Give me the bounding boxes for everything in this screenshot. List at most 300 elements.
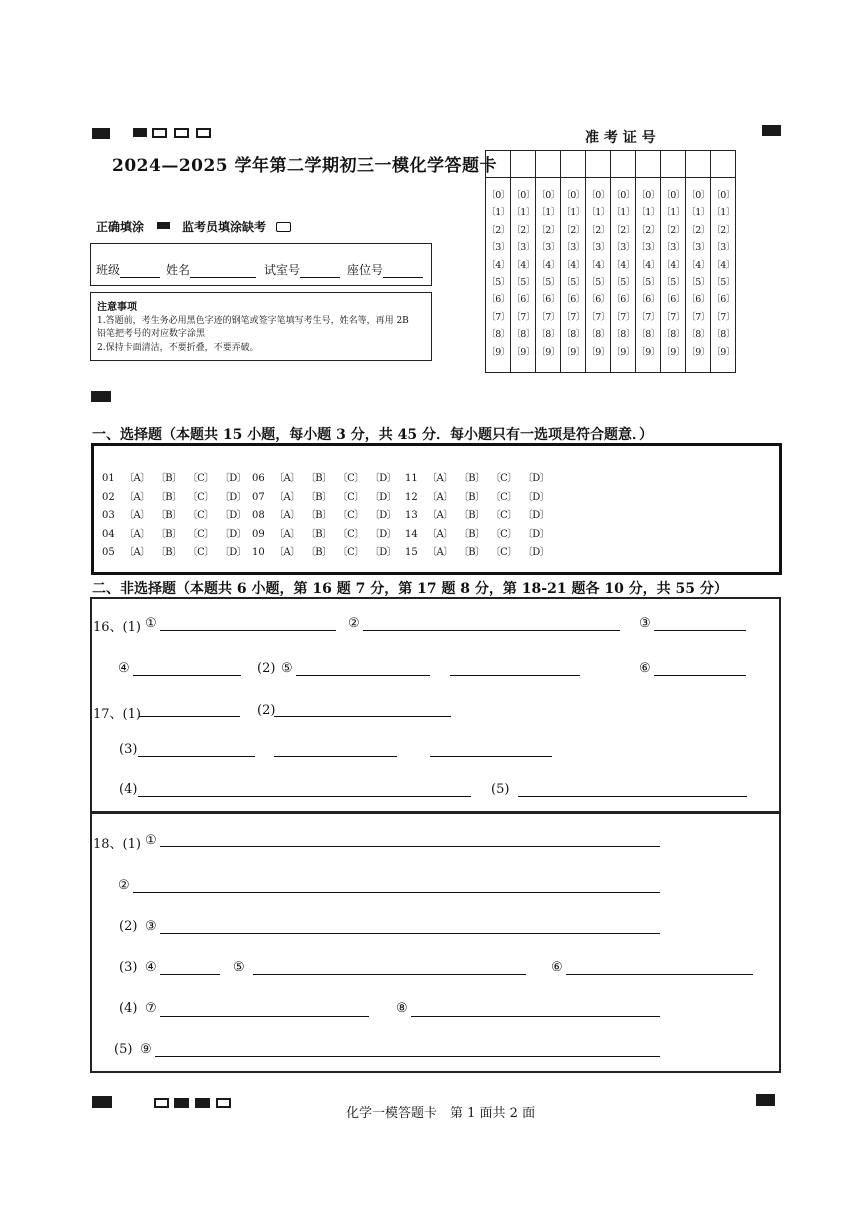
question-number: 14 — [405, 528, 418, 540]
q17-answer-3b[interactable] — [274, 756, 397, 757]
choice-question-row — [405, 525, 555, 540]
choice-option-bubble[interactable]: 〔D〕 — [522, 528, 550, 540]
q18-circle-7: ⑦ — [145, 1001, 157, 1016]
page-code-mark — [196, 128, 211, 138]
exam-digit-bubble[interactable]: 〔6〕 — [486, 294, 510, 306]
exam-digit-bubble[interactable]: 〔2〕 — [536, 224, 560, 236]
exam-digit-bubble[interactable]: 〔6〕 — [661, 294, 685, 306]
exam-number-digit-column — [636, 178, 661, 373]
exam-number-write-cell[interactable] — [686, 151, 711, 178]
exam-digit-bubble[interactable]: 〔1〕 — [586, 207, 610, 219]
exam-digit-bubble[interactable]: 〔6〕 — [636, 294, 660, 306]
exam-number-digit-column — [586, 178, 611, 373]
choice-option-bubble[interactable]: 〔A〕 — [274, 491, 300, 503]
exam-digit-bubble[interactable]: 〔8〕 — [636, 329, 660, 341]
exam-number-digit-column — [686, 178, 711, 373]
q18-part-4: (4) — [119, 1001, 138, 1016]
q17-answer-2[interactable] — [274, 716, 451, 717]
q17-answer-4[interactable] — [138, 796, 471, 797]
choice-option-bubble[interactable]: 〔D〕 — [369, 473, 397, 484]
choice-option-bubble[interactable]: 〔A〕 — [427, 528, 453, 540]
choice-question-row — [102, 488, 252, 503]
exam-digit-bubble[interactable]: 〔7〕 — [561, 311, 585, 323]
choice-option-bubble[interactable]: 〔D〕 — [522, 547, 550, 558]
q18-part-2: (2) — [119, 919, 138, 934]
exam-number-digit-column — [511, 178, 536, 373]
exam-digit-bubble[interactable]: 〔3〕 — [586, 242, 610, 254]
name-label: 姓名 — [166, 263, 191, 277]
exam-digit-bubble[interactable]: 〔6〕 — [511, 294, 535, 306]
exam-digit-bubble[interactable]: 〔1〕 — [636, 207, 660, 219]
exam-number-write-cell[interactable] — [511, 151, 536, 178]
exam-digit-bubble[interactable]: 〔5〕 — [511, 276, 535, 288]
q18-answer-9[interactable] — [155, 1056, 660, 1057]
exam-digit-bubble[interactable]: 〔5〕 — [536, 276, 560, 288]
exam-digit-bubble[interactable]: 〔3〕 — [611, 242, 635, 254]
exam-digit-bubble[interactable]: 〔5〕 — [486, 276, 510, 288]
choice-question-row — [102, 543, 252, 558]
choice-option-bubble[interactable]: 〔B〕 — [458, 547, 485, 558]
exam-digit-bubble[interactable]: 〔1〕 — [611, 207, 635, 219]
page-code-mark — [174, 128, 189, 138]
choice-option-bubble[interactable]: 〔D〕 — [522, 473, 550, 484]
exam-digit-bubble[interactable]: 〔2〕 — [661, 224, 685, 236]
choice-option-bubble[interactable]: 〔C〕 — [187, 528, 214, 540]
q17-part-5: (5) — [491, 782, 510, 797]
exam-number-write-cell[interactable] — [536, 151, 561, 178]
exam-digit-bubble[interactable]: 〔9〕 — [561, 346, 585, 358]
choice-question-row — [405, 488, 555, 503]
notes-title: 注意事项 — [97, 302, 137, 313]
choice-option-bubble[interactable]: 〔A〕 — [124, 510, 150, 521]
exam-digit-bubble[interactable]: 〔1〕 — [536, 207, 560, 219]
choice-question-row — [405, 543, 555, 558]
choice-question-row — [252, 488, 402, 503]
q18-answer-4[interactable] — [160, 974, 220, 975]
exam-digit-bubble[interactable]: 〔0〕 — [511, 190, 535, 201]
exam-digit-bubble[interactable]: 〔7〕 — [611, 311, 635, 323]
choice-option-bubble[interactable]: 〔C〕 — [490, 528, 517, 540]
exam-digit-bubble[interactable]: 〔3〕 — [486, 242, 510, 254]
class-field — [96, 261, 160, 278]
choice-option-bubble[interactable]: 〔A〕 — [427, 510, 453, 521]
exam-number-digit-column — [711, 178, 736, 373]
choice-option-bubble[interactable]: 〔A〕 — [274, 528, 300, 540]
exam-number-digit-column — [611, 178, 636, 373]
exam-digit-bubble[interactable]: 〔1〕 — [711, 207, 735, 219]
exam-number-write-cell[interactable] — [711, 151, 736, 178]
exam-digit-bubble[interactable]: 〔0〕 — [686, 190, 710, 201]
choice-option-bubble[interactable]: 〔A〕 — [124, 547, 150, 558]
question-number: 13 — [405, 510, 418, 521]
class-label: 班级 — [96, 263, 121, 277]
exam-digit-bubble[interactable]: 〔0〕 — [536, 190, 560, 201]
choice-question-row — [252, 543, 402, 558]
exam-digit-bubble[interactable]: 〔2〕 — [561, 224, 585, 236]
exam-digit-bubble[interactable]: 〔3〕 — [511, 242, 535, 254]
exam-digit-bubble[interactable]: 〔3〕 — [561, 242, 585, 254]
q18-circle-9: ⑨ — [140, 1042, 152, 1057]
exam-digit-bubble[interactable]: 〔4〕 — [661, 259, 685, 271]
choice-option-bubble[interactable]: 〔C〕 — [490, 491, 517, 503]
exam-digit-bubble[interactable]: 〔2〕 — [511, 224, 535, 236]
exam-digit-bubble[interactable]: 〔0〕 — [561, 190, 585, 201]
exam-digit-bubble[interactable]: 〔4〕 — [686, 259, 710, 271]
question-number: 09 — [252, 528, 265, 540]
choice-option-bubble[interactable]: 〔B〕 — [305, 528, 332, 540]
exam-digit-bubble[interactable]: 〔1〕 — [486, 207, 510, 219]
q18-circle-3: ③ — [145, 919, 157, 934]
choice-option-bubble[interactable]: 〔A〕 — [124, 473, 150, 484]
alignment-mark — [756, 1094, 775, 1106]
exam-digit-bubble[interactable]: 〔2〕 — [586, 224, 610, 236]
choice-option-bubble[interactable]: 〔D〕 — [219, 547, 247, 558]
question-number: 11 — [405, 473, 418, 484]
q16-circle-3: ③ — [639, 616, 651, 631]
exam-number-digit-column — [486, 178, 511, 373]
choice-question-row — [102, 469, 252, 484]
choice-option-bubble[interactable]: 〔C〕 — [187, 547, 214, 558]
exam-digit-bubble[interactable]: 〔2〕 — [611, 224, 635, 236]
notes-line-1: 1.答题前，考生务必用黑色字迹的钢笔或签字笔填写考生号，姓名等，再用 2B — [97, 316, 409, 326]
choice-option-bubble[interactable]: 〔A〕 — [124, 491, 150, 503]
choice-option-bubble[interactable]: 〔C〕 — [187, 473, 214, 484]
choice-option-bubble[interactable]: 〔B〕 — [155, 491, 182, 503]
q18-circle-4: ④ — [145, 960, 157, 975]
page-code-mark — [154, 1098, 169, 1108]
section2-heading: 二、非选择题（本题共 6 小题，第 16 题 7 分，第 17 题 8 分，第 18-21 题各 10 分，共 55 分） — [92, 581, 728, 597]
question-number: 08 — [252, 510, 265, 521]
exam-number-label: 准 考 证 号 — [585, 130, 656, 146]
exam-digit-bubble[interactable]: 〔6〕 — [611, 294, 635, 306]
q18-circle-6: ⑥ — [551, 960, 563, 975]
choice-option-bubble[interactable]: 〔D〕 — [369, 510, 397, 521]
exam-digit-bubble[interactable]: 〔7〕 — [636, 311, 660, 323]
q18-circle-8: ⑧ — [396, 1001, 408, 1016]
choice-option-bubble[interactable]: 〔D〕 — [219, 473, 247, 484]
choice-option-bubble[interactable]: 〔C〕 — [337, 547, 364, 558]
exam-digit-bubble[interactable]: 〔4〕 — [561, 259, 585, 271]
page-code-mark — [216, 1098, 231, 1108]
choice-option-bubble[interactable]: 〔B〕 — [155, 528, 182, 540]
exam-digit-bubble[interactable]: 〔9〕 — [711, 346, 735, 358]
question-number: 02 — [102, 491, 115, 503]
exam-digit-bubble[interactable]: 〔8〕 — [686, 329, 710, 341]
exam-digit-bubble[interactable]: 〔7〕 — [511, 311, 535, 323]
q18-label: 18、(1) — [93, 837, 141, 852]
exam-digit-bubble[interactable]: 〔8〕 — [611, 329, 635, 341]
question-number: 10 — [252, 547, 265, 558]
exam-digit-bubble[interactable]: 〔1〕 — [511, 207, 535, 219]
choice-option-bubble[interactable]: 〔A〕 — [427, 473, 453, 484]
q18-answer-box — [90, 812, 781, 1073]
choice-option-bubble[interactable]: 〔A〕 — [274, 547, 300, 558]
name-input[interactable] — [190, 263, 256, 278]
exam-digit-bubble[interactable]: 〔2〕 — [711, 224, 735, 236]
choice-option-bubble[interactable]: 〔D〕 — [522, 510, 550, 521]
choice-question-row — [405, 469, 555, 484]
choice-option-bubble[interactable]: 〔C〕 — [490, 547, 517, 558]
alignment-mark — [92, 1096, 112, 1108]
exam-number-write-cell[interactable] — [636, 151, 661, 178]
q17-answer-1[interactable] — [139, 716, 240, 717]
choice-option-bubble[interactable]: 〔D〕 — [369, 528, 397, 540]
q18-answer-6[interactable] — [566, 974, 753, 975]
choice-question-row — [252, 469, 402, 484]
name-field — [166, 261, 256, 278]
q18-circle-1: ① — [145, 833, 157, 848]
choice-option-bubble[interactable]: 〔C〕 — [337, 510, 364, 521]
page-code-mark — [174, 1098, 189, 1108]
q16-answer-5[interactable] — [296, 675, 430, 676]
exam-number-write-cell[interactable] — [561, 151, 586, 178]
q16-answer-1[interactable] — [160, 630, 336, 631]
choice-question-row — [252, 506, 402, 521]
choice-option-bubble[interactable]: 〔C〕 — [187, 491, 214, 503]
room-label: 试室号 — [264, 263, 301, 277]
choice-question-row — [405, 506, 555, 521]
q16-answer-4[interactable] — [133, 675, 241, 676]
choice-option-bubble[interactable]: 〔A〕 — [427, 547, 453, 558]
page-footer: 化学一模答题卡 第 1 面共 2 面 — [346, 1106, 536, 1121]
q18-answer-2[interactable] — [133, 892, 660, 893]
page-code-mark — [195, 1098, 210, 1108]
correct-fill-label: 正确填涂 — [96, 220, 145, 234]
notes-line-2: 铅笔把考号的对应数字涂黑 — [97, 329, 206, 339]
exam-digit-bubble[interactable]: 〔1〕 — [686, 207, 710, 219]
exam-digit-bubble[interactable]: 〔7〕 — [686, 311, 710, 323]
q17-label: 17、(1) — [93, 707, 141, 722]
exam-number-digit-column — [561, 178, 586, 373]
exam-digit-bubble[interactable]: 〔8〕 — [661, 329, 685, 341]
q16-answer-2[interactable] — [363, 630, 620, 631]
q18-circle-5: ⑤ — [233, 960, 245, 975]
exam-digit-bubble[interactable]: 〔4〕 — [636, 259, 660, 271]
exam-digit-bubble[interactable]: 〔5〕 — [711, 276, 735, 288]
question-number: 06 — [252, 473, 265, 484]
q16-answer-5b[interactable] — [450, 675, 580, 676]
q18-answer-5[interactable] — [253, 974, 526, 975]
choice-option-bubble[interactable]: 〔B〕 — [305, 510, 332, 521]
choice-option-bubble[interactable]: 〔B〕 — [305, 491, 332, 503]
alignment-mark — [92, 128, 110, 139]
choice-option-bubble[interactable]: 〔D〕 — [219, 491, 247, 503]
choice-option-bubble[interactable]: 〔A〕 — [427, 491, 453, 503]
exam-digit-bubble[interactable]: 〔6〕 — [686, 294, 710, 306]
exam-digit-bubble[interactable]: 〔6〕 — [536, 294, 560, 306]
alignment-mark — [91, 391, 111, 402]
exam-number-grid — [485, 150, 736, 373]
choice-option-bubble[interactable]: 〔B〕 — [305, 473, 332, 484]
exam-digit-bubble[interactable]: 〔0〕 — [661, 190, 685, 201]
exam-digit-bubble[interactable]: 〔9〕 — [661, 346, 685, 358]
question-number: 03 — [102, 510, 115, 521]
choice-option-bubble[interactable]: 〔B〕 — [458, 491, 485, 503]
exam-digit-bubble[interactable]: 〔8〕 — [511, 329, 535, 341]
q16-label: 16、(1) — [93, 620, 141, 635]
exam-digit-bubble[interactable]: 〔1〕 — [561, 207, 585, 219]
exam-digit-bubble[interactable]: 〔9〕 — [511, 346, 535, 358]
choice-option-bubble[interactable]: 〔D〕 — [369, 491, 397, 503]
class-input[interactable] — [120, 263, 160, 278]
exam-digit-bubble[interactable]: 〔6〕 — [561, 294, 585, 306]
exam-digit-bubble[interactable]: 〔7〕 — [486, 311, 510, 323]
exam-digit-bubble[interactable]: 〔9〕 — [636, 346, 660, 358]
exam-digit-bubble[interactable]: 〔4〕 — [511, 259, 535, 271]
q16-answer-3[interactable] — [654, 630, 746, 631]
question-number: 12 — [405, 491, 418, 503]
correct-fill-sample — [157, 222, 170, 229]
q18-part-5: (5) — [114, 1042, 133, 1057]
exam-digit-bubble[interactable]: 〔1〕 — [661, 207, 685, 219]
choice-option-bubble[interactable]: 〔D〕 — [369, 547, 397, 558]
exam-digit-bubble[interactable]: 〔9〕 — [536, 346, 560, 358]
exam-digit-bubble[interactable]: 〔9〕 — [686, 346, 710, 358]
exam-digit-bubble[interactable]: 〔5〕 — [686, 276, 710, 288]
exam-digit-bubble[interactable]: 〔4〕 — [611, 259, 635, 271]
question-number: 07 — [252, 491, 265, 503]
exam-digit-bubble[interactable]: 〔5〕 — [586, 276, 610, 288]
q17-part-2: (2) — [257, 703, 276, 718]
choice-option-bubble[interactable]: 〔A〕 — [274, 510, 300, 521]
exam-digit-bubble[interactable]: 〔3〕 — [661, 242, 685, 254]
exam-digit-bubble[interactable]: 〔8〕 — [561, 329, 585, 341]
exam-digit-bubble[interactable]: 〔3〕 — [536, 242, 560, 254]
section1-heading: 一、选择题（本题共 15 小题，每小题 3 分，共 45 分．每小题只有一选项是符合题意．） — [92, 427, 653, 443]
room-field — [264, 261, 340, 278]
choice-option-bubble[interactable]: 〔C〕 — [337, 491, 364, 503]
q18-answer-8[interactable] — [411, 1016, 660, 1017]
page-title: 2024—2025 学年第二学期初三一模化学答题卡 — [112, 156, 498, 176]
exam-digit-bubble[interactable]: 〔0〕 — [611, 190, 635, 201]
choice-option-bubble[interactable]: 〔B〕 — [155, 510, 182, 521]
q16-answer-6[interactable] — [654, 675, 746, 676]
notes-line-3: 2.保持卡面清洁，不要折叠，不要弄破。 — [97, 343, 259, 353]
seat-label: 座位号 — [347, 263, 384, 277]
choice-option-bubble[interactable]: 〔B〕 — [305, 547, 332, 558]
choice-question-row — [102, 506, 252, 521]
exam-digit-bubble[interactable]: 〔9〕 — [586, 346, 610, 358]
q16-part-2: (2) — [257, 661, 276, 676]
q17-part-4: (4) — [119, 782, 138, 797]
choice-option-bubble[interactable]: 〔C〕 — [490, 510, 517, 521]
choice-option-bubble[interactable]: 〔A〕 — [124, 528, 150, 540]
exam-digit-bubble[interactable]: 〔0〕 — [486, 190, 510, 201]
exam-digit-bubble[interactable]: 〔7〕 — [586, 311, 610, 323]
seat-field — [347, 261, 423, 278]
q16-circle-6: ⑥ — [639, 661, 651, 676]
q18-part-3: (3) — [119, 960, 138, 975]
choice-option-bubble[interactable]: 〔B〕 — [458, 510, 485, 521]
choice-option-bubble[interactable]: 〔C〕 — [187, 510, 214, 521]
q17-part-3: (3) — [119, 742, 138, 757]
page-code-mark — [152, 128, 167, 138]
exam-digit-bubble[interactable]: 〔0〕 — [586, 190, 610, 201]
choice-option-bubble[interactable]: 〔B〕 — [155, 473, 182, 484]
q17-answer-5[interactable] — [518, 796, 747, 797]
exam-number-write-cell[interactable] — [586, 151, 611, 178]
page-code-mark — [133, 128, 147, 137]
absent-fill-label: 监考员填涂缺考 — [182, 220, 267, 234]
alignment-mark — [762, 125, 781, 136]
choice-option-bubble[interactable]: 〔B〕 — [458, 473, 485, 484]
exam-digit-bubble[interactable]: 〔8〕 — [586, 329, 610, 341]
choice-option-bubble[interactable]: 〔B〕 — [458, 528, 485, 540]
absent-fill-box[interactable] — [276, 222, 291, 232]
question-number: 01 — [102, 473, 115, 484]
choice-question-row — [252, 525, 402, 540]
exam-digit-bubble[interactable]: 〔7〕 — [661, 311, 685, 323]
exam-digit-bubble[interactable]: 〔3〕 — [711, 242, 735, 254]
q17-answer-3a[interactable] — [138, 756, 255, 757]
exam-number-digit-column — [536, 178, 561, 373]
choice-option-bubble[interactable]: 〔A〕 — [274, 473, 300, 484]
exam-digit-bubble[interactable]: 〔5〕 — [611, 276, 635, 288]
exam-number-write-cell[interactable] — [611, 151, 636, 178]
choice-option-bubble[interactable]: 〔B〕 — [155, 547, 182, 558]
exam-digit-bubble[interactable]: 〔8〕 — [486, 329, 510, 341]
exam-digit-bubble[interactable]: 〔4〕 — [711, 259, 735, 271]
choice-question-row — [102, 525, 252, 540]
exam-digit-bubble[interactable]: 〔6〕 — [711, 294, 735, 306]
exam-digit-bubble[interactable]: 〔8〕 — [536, 329, 560, 341]
exam-digit-bubble[interactable]: 〔6〕 — [586, 294, 610, 306]
exam-digit-bubble[interactable]: 〔4〕 — [486, 259, 510, 271]
exam-digit-bubble[interactable]: 〔4〕 — [536, 259, 560, 271]
question-number: 15 — [405, 547, 418, 558]
exam-digit-bubble[interactable]: 〔4〕 — [586, 259, 610, 271]
exam-digit-bubble[interactable]: 〔7〕 — [536, 311, 560, 323]
exam-number-write-cell[interactable] — [661, 151, 686, 178]
choice-option-bubble[interactable]: 〔D〕 — [522, 491, 550, 503]
exam-digit-bubble[interactable]: 〔7〕 — [711, 311, 735, 323]
choice-option-bubble[interactable]: 〔C〕 — [490, 473, 517, 484]
exam-number-write-cell[interactable] — [486, 151, 511, 178]
choice-option-bubble[interactable]: 〔C〕 — [337, 473, 364, 484]
exam-digit-bubble[interactable]: 〔3〕 — [636, 242, 660, 254]
exam-digit-bubble[interactable]: 〔3〕 — [686, 242, 710, 254]
exam-number-digit-column — [661, 178, 686, 373]
exam-digit-bubble[interactable]: 〔8〕 — [711, 329, 735, 341]
exam-digit-bubble[interactable]: 〔5〕 — [661, 276, 685, 288]
q16-circle-4: ④ — [118, 661, 130, 676]
q17-answer-3c[interactable] — [430, 756, 552, 757]
exam-digit-bubble[interactable]: 〔5〕 — [636, 276, 660, 288]
q18-answer-1[interactable] — [160, 846, 660, 847]
q16-circle-2: ② — [348, 616, 360, 631]
choice-option-bubble[interactable]: 〔D〕 — [219, 510, 247, 521]
q16-circle-5: ⑤ — [281, 661, 293, 676]
room-input[interactable] — [300, 263, 340, 278]
choice-option-bubble[interactable]: 〔C〕 — [337, 528, 364, 540]
exam-digit-bubble[interactable]: 〔2〕 — [486, 224, 510, 236]
choice-option-bubble[interactable]: 〔D〕 — [219, 528, 247, 540]
exam-digit-bubble[interactable]: 〔5〕 — [561, 276, 585, 288]
exam-digit-bubble[interactable]: 〔9〕 — [486, 346, 510, 358]
exam-digit-bubble[interactable]: 〔0〕 — [636, 190, 660, 201]
q16-circle-1: ① — [145, 616, 157, 631]
exam-digit-bubble[interactable]: 〔2〕 — [636, 224, 660, 236]
exam-digit-bubble[interactable]: 〔2〕 — [686, 224, 710, 236]
q18-answer-3[interactable] — [160, 933, 660, 934]
q18-circle-2: ② — [118, 878, 130, 893]
question-number: 04 — [102, 528, 115, 540]
question-number: 05 — [102, 547, 115, 558]
seat-input[interactable] — [383, 263, 423, 278]
q18-answer-7[interactable] — [160, 1016, 369, 1017]
exam-digit-bubble[interactable]: 〔9〕 — [611, 346, 635, 358]
exam-digit-bubble[interactable]: 〔0〕 — [711, 190, 735, 201]
